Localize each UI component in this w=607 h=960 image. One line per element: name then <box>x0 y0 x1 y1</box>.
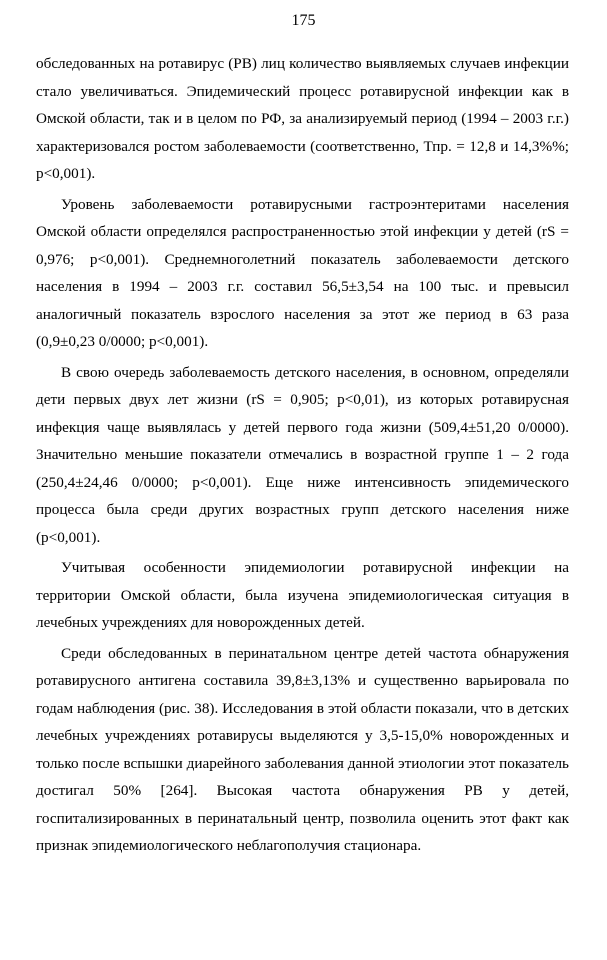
document-body <box>36 50 569 863</box>
paragraph-4: Учитывая особенности эпидемиологии ротавирусной инфекции на территории Омской области, была изучена эпидемиологическая ситуация в лечебных учреждениях для новорожденных детей. <box>36 559 569 631</box>
paragraph-2: Уровень заболеваемости ротавирусными гастроэнтеритами населения Омской области определялся распространенностью этой инфекции у детей (rS = 0,976; р<0,001). Среднемноголетний показатель заболеваемости детского населения в 1994 – 2003 г.г. составил 56,5±3,54 на 100 тыс. и превысил аналогичный показатель взрослого населения за этот же период в 63 раза (0,9±0,23 0/0000; р<0,001). <box>36 195 569 350</box>
paragraph-3: В свою очередь заболеваемость детского населения, в основном, определяли дети первых двух лет жизни (rS = 0,905; р<0,01), из которых ротавирусная инфекция чаще выявлялась у детей первого года жизни (509,4±51,20 0/0000). Значительно меньшие показатели отмечались в возрастной группе 1 – 2 года (250,4±24,46 0/0000; р<0,001). Еще ниже интенсивность эпидемического процесса была среди других возрастных групп детского населения ниже (р<0,001). <box>36 363 569 546</box>
paragraph-1: обследованных на ротавирус (РВ) лиц количество выявляемых случаев инфекции стало увеличиваться. Эпидемический процесс ротавирусной инфекции как в Омской области, так и в целом по РФ, за анализируемый период (1994 – 2003 г.г.) характеризовался ростом заболеваемости (соответственно, Тпр. = 12,8 и 14,3%%; р<0,001). <box>36 55 569 182</box>
paragraph-5: Среди обследованных в перинатальном центре детей частота обнаружения ротавирусного антигена составила 39,8±3,13% и существенно варьировала по годам наблюдения (рис. 38). Исследования в этой области показали, что в детских лечебных учреждениях ротавирусы выделяются у 3,5-15,0% новорожденных и только после вспышки диарейного заболевания данной этиологии этот показатель достигал 50% [264]. Высокая частота обнаружения РВ у детей, госпитализированных в перинатальный центр, позволила оценить этот факт как признак эпидемиологического неблагополучия стационара. <box>36 644 569 854</box>
page-number: 175 <box>291 12 316 29</box>
